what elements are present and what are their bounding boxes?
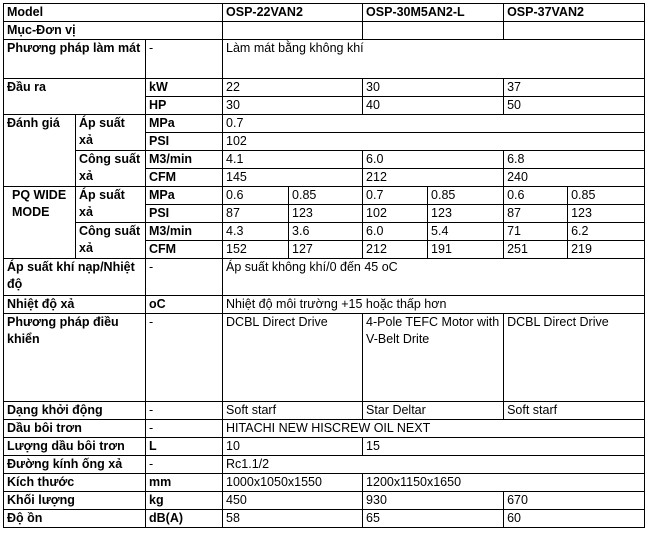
pq-psi-value-2: 123 [289, 205, 363, 223]
rated-cfm-value-2: 212 [363, 169, 504, 187]
kw-unit: kW [146, 79, 223, 97]
output-kw-row [4, 79, 645, 97]
hp-value-1: 30 [223, 97, 363, 115]
oil-amount-unit: L [146, 438, 223, 456]
pq-m3-value-1: 4.3 [223, 223, 289, 241]
control-value-2: 4-Pole TEFC Motor with V-Belt Drite [363, 314, 504, 402]
pipe-value: Rc1.1/2 [223, 456, 645, 474]
control-row [4, 314, 645, 402]
oil-row [4, 420, 645, 438]
start-row [4, 402, 645, 420]
cooling-value: Làm mát bằng không khí [223, 40, 645, 79]
intake-value: Áp suất không khí/0 đến 45 oC [223, 259, 645, 296]
intake-label: Áp suất khí nạp/Nhiệt độ [4, 259, 146, 296]
dimensions-value-1: 1000x1050x1550 [223, 474, 363, 492]
exhaust-temp-unit: oC [146, 296, 223, 314]
kw-value-2: 30 [363, 79, 504, 97]
intake-unit: - [146, 259, 223, 296]
pipe-label: Đường kính ống xả [4, 456, 146, 474]
pq-psi-value-6: 123 [568, 205, 645, 223]
weight-label: Khối lượng [4, 492, 146, 510]
pq-m3-value-3: 6.0 [363, 223, 428, 241]
dimensions-label: Kích thước [4, 474, 146, 492]
model-label: Model [4, 4, 223, 22]
hp-value-3: 50 [504, 97, 645, 115]
noise-row [4, 510, 645, 528]
kw-value-1: 22 [223, 79, 363, 97]
pq-mpa-value-6: 0.85 [568, 187, 645, 205]
control-unit: - [146, 314, 223, 402]
pipe-row [4, 456, 645, 474]
pq-psi-unit: PSI [146, 205, 223, 223]
control-label: Phương pháp điều khiển [4, 314, 146, 402]
exhaust-temp-value: Nhiệt độ môi trường +15 hoặc thấp hơn [223, 296, 645, 314]
dimensions-row [4, 474, 645, 492]
pq-mpa-value-5: 0.6 [504, 187, 568, 205]
pq-m3-value-4: 5.4 [428, 223, 504, 241]
pq-cfm-value-4: 191 [428, 241, 504, 259]
oil-value: HITACHI NEW HISCREW OIL NEXT [223, 420, 645, 438]
rated-mpa-value: 0.7 [223, 115, 645, 133]
dimensions-value-2: 1200x1150x1650 [363, 474, 645, 492]
rated-psi-value: 102 [223, 133, 645, 151]
rated-mpa-row [4, 115, 645, 133]
unit-label: Mục-Đơn vị [4, 22, 223, 40]
start-unit: - [146, 402, 223, 420]
weight-unit: kg [146, 492, 223, 510]
rated-psi-unit: PSI [146, 133, 223, 151]
pq-psi-value-1: 87 [223, 205, 289, 223]
oil-amount-value-2: 15 [363, 438, 645, 456]
header-model-row [4, 4, 645, 22]
pq-psi-value-3: 102 [363, 205, 428, 223]
oil-amount-value-1: 10 [223, 438, 363, 456]
start-value-3: Soft starf [504, 402, 645, 420]
pq-cfm-unit: CFM [146, 241, 223, 259]
rated-m3-unit: M3/min [146, 151, 223, 169]
model-3-name: OSP-37VAN2 [504, 4, 645, 22]
pq-cfm-value-3: 212 [363, 241, 428, 259]
model-1-name: OSP-22VAN2 [223, 4, 363, 22]
oil-amount-row [4, 438, 645, 456]
pq-m3-row [4, 223, 645, 241]
cooling-unit: - [146, 40, 223, 79]
hp-unit: HP [146, 97, 223, 115]
start-value-2: Star Deltar [363, 402, 504, 420]
output-label: Đầu ra [4, 79, 146, 115]
rated-mpa-unit: MPa [146, 115, 223, 133]
weight-value-3: 670 [504, 492, 645, 510]
pq-mpa-value-1: 0.6 [223, 187, 289, 205]
header-unit-row [4, 22, 645, 40]
rated-capacity-label: Công suất xả [76, 151, 146, 187]
pq-cfm-value-1: 152 [223, 241, 289, 259]
rated-pressure-label: Áp suất xả [76, 115, 146, 151]
oil-unit: - [146, 420, 223, 438]
rated-cfm-value-3: 240 [504, 169, 645, 187]
pq-label: PQ WIDE MODE [4, 187, 76, 259]
pq-mpa-value-4: 0.85 [428, 187, 504, 205]
rated-cfm-value-1: 145 [223, 169, 363, 187]
intake-row [4, 259, 645, 296]
pq-psi-value-5: 87 [504, 205, 568, 223]
pq-mpa-value-2: 0.85 [289, 187, 363, 205]
control-value-1: DCBL Direct Drive [223, 314, 363, 402]
pq-cfm-value-5: 251 [504, 241, 568, 259]
weight-row [4, 492, 645, 510]
dimensions-unit: mm [146, 474, 223, 492]
cooling-label: Phương pháp làm mát [4, 40, 146, 79]
noise-label: Độ ồn [4, 510, 146, 528]
noise-value-1: 58 [223, 510, 363, 528]
noise-value-2: 65 [363, 510, 504, 528]
rated-label: Đánh giá [4, 115, 76, 187]
control-value-3: DCBL Direct Drive [504, 314, 645, 402]
start-label: Dạng khởi động [4, 402, 146, 420]
start-value-1: Soft starf [223, 402, 363, 420]
cooling-row [4, 40, 645, 79]
rated-cfm-unit: CFM [146, 169, 223, 187]
pq-m3-value-5: 71 [504, 223, 568, 241]
spec-table [3, 3, 645, 528]
hp-value-2: 40 [363, 97, 504, 115]
rated-m3-value-1: 4.1 [223, 151, 363, 169]
exhaust-temp-label: Nhiệt độ xả [4, 296, 146, 314]
pq-mpa-row [4, 187, 645, 205]
pq-mpa-value-3: 0.7 [363, 187, 428, 205]
pq-m3-value-2: 3.6 [289, 223, 363, 241]
pq-cfm-value-6: 219 [568, 241, 645, 259]
pq-m3-unit: M3/min [146, 223, 223, 241]
kw-value-3: 37 [504, 79, 645, 97]
pq-mpa-unit: MPa [146, 187, 223, 205]
rated-m3-value-3: 6.8 [504, 151, 645, 169]
noise-value-3: 60 [504, 510, 645, 528]
oil-amount-label: Lượng dầu bôi trơn [4, 438, 146, 456]
oil-label: Dầu bôi trơn [4, 420, 146, 438]
noise-unit: dB(A) [146, 510, 223, 528]
pq-m3-value-6: 6.2 [568, 223, 645, 241]
pq-cfm-value-2: 127 [289, 241, 363, 259]
rated-m3-value-2: 6.0 [363, 151, 504, 169]
pq-psi-value-4: 123 [428, 205, 504, 223]
exhaust-temp-row [4, 296, 645, 314]
weight-value-2: 930 [363, 492, 504, 510]
pipe-unit: - [146, 456, 223, 474]
pq-capacity-label: Công suất xả [76, 223, 146, 259]
model-2-name: OSP-30M5AN2-L [363, 4, 504, 22]
pq-pressure-label: Áp suất xả [76, 187, 146, 223]
rated-m3-row [4, 151, 645, 169]
weight-value-1: 450 [223, 492, 363, 510]
